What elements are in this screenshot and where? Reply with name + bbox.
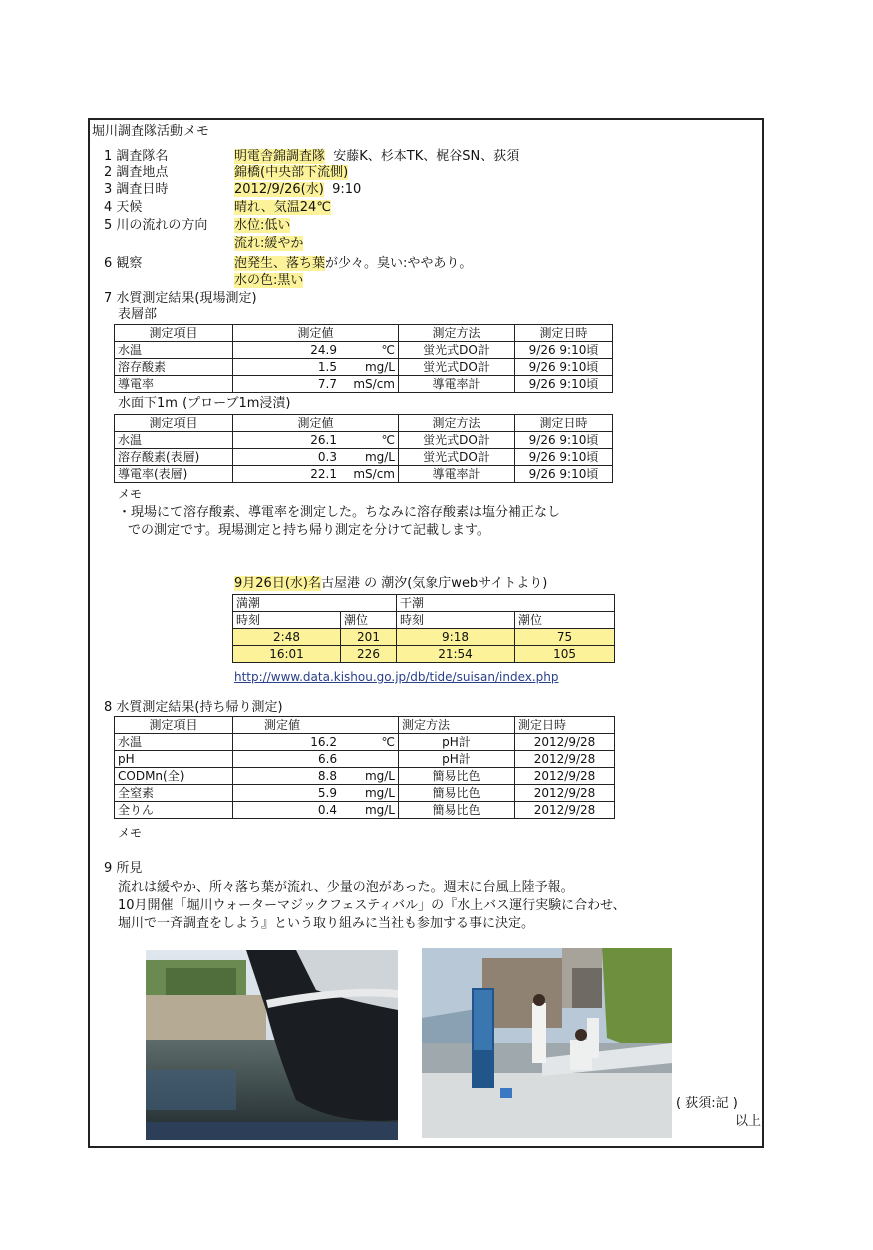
cell-method: 簡易比色: [399, 768, 515, 785]
cell-method: 蛍光式DO計: [399, 449, 515, 466]
header-cell: 測定項目: [115, 415, 233, 432]
cell-method: pH計: [399, 751, 515, 768]
cell-low-level: 75: [515, 629, 615, 646]
memo-label: メモ: [118, 487, 143, 501]
cell-item: 導電率(表層): [115, 466, 233, 483]
header-cell: 測定方法: [399, 415, 515, 432]
tide-table: [232, 594, 615, 663]
closing-mark: 以上: [735, 1114, 762, 1129]
header-cell: 測定項目: [115, 325, 233, 342]
item-value-2: 錦橋(中央部下流側): [234, 165, 349, 180]
cell-datetime: 9/26 9:10頃: [515, 359, 613, 376]
header-cell: 潮位: [341, 612, 397, 629]
table-row: [115, 751, 615, 768]
table-row: [115, 449, 613, 466]
cell-value: 8.8 mg/L: [233, 768, 399, 785]
cell-item: 全りん: [115, 802, 233, 819]
table-header-row: [115, 325, 613, 342]
item-label-3: 3 調査日時: [104, 182, 169, 197]
table-row: [115, 802, 615, 819]
cell-datetime: 9/26 9:10頃: [515, 449, 613, 466]
header-cell: 測定日時: [515, 717, 615, 734]
cell-item: pH: [115, 751, 233, 768]
cell-high-time: 16:01: [233, 646, 341, 663]
item-label-4: 4 天候: [104, 200, 143, 215]
cell-item: 水温: [115, 342, 233, 359]
lab-table: [114, 716, 615, 819]
cell-low-time: 21:54: [397, 646, 515, 663]
cell-method: 導電率計: [399, 376, 515, 393]
surface-label: 表層部: [118, 307, 158, 322]
document-title: 堀川調査隊活動メモ: [92, 124, 210, 139]
header-cell: 測定値: [233, 325, 399, 342]
tide-title: 9月26日(水)名古屋港 の 潮汐(気象庁webサイトより): [234, 576, 548, 591]
cell-item: 導電率: [115, 376, 233, 393]
cell-method: 導電率計: [399, 466, 515, 483]
header-cell: 潮位: [515, 612, 615, 629]
river-bridge-photo: [146, 950, 398, 1140]
cell-date: 2012/9/28: [515, 734, 615, 751]
item-value-6a: 泡発生、落ち葉が少々。臭い:ややあり。: [234, 256, 473, 271]
memo-line: ・現場にて溶存酸素、導電率を測定した。ちなみに溶存酸素は塩分補正なし: [118, 505, 561, 520]
item-label-6: 6 観察: [104, 256, 143, 271]
item-label-5: 5 川の流れの方向: [104, 218, 208, 233]
table-row: [233, 629, 615, 646]
cell-low-time: 9:18: [397, 629, 515, 646]
cell-datetime: 9/26 9:10頃: [515, 466, 613, 483]
memo-line: での測定です。現場測定と持ち帰り測定を分けて記載します。: [128, 523, 490, 538]
header-cell: 測定方法: [399, 325, 515, 342]
cell-item: 全窒素: [115, 785, 233, 802]
table-header-row: [115, 415, 613, 432]
cell-value: 24.9 ℃: [233, 342, 399, 359]
table-row: [115, 768, 615, 785]
cell-date: 2012/9/28: [515, 751, 615, 768]
high-tide-header: 満潮: [233, 595, 397, 612]
cell-item: 水温: [115, 734, 233, 751]
table-header-row: [233, 595, 615, 612]
cell-datetime: 9/26 9:10頃: [515, 432, 613, 449]
cell-value: 7.7 mS/cm: [233, 376, 399, 393]
item-value-5b: 流れ:緩やか: [234, 236, 304, 251]
table-row: [115, 342, 613, 359]
cell-method: 蛍光式DO計: [399, 432, 515, 449]
cell-method: pH計: [399, 734, 515, 751]
author-signature: ( 荻須:記 ): [676, 1096, 738, 1111]
cell-value: 22.1 mS/cm: [233, 466, 399, 483]
item-label-2: 2 調査地点: [104, 165, 169, 180]
cell-item: 溶存酸素(表層): [115, 449, 233, 466]
cell-item: 水温: [115, 432, 233, 449]
cell-value: 6.6: [233, 751, 399, 768]
table-row: [115, 376, 613, 393]
tide-source-link[interactable]: http://www.data.kishou.go.jp/db/tide/suisan/index.php: [234, 670, 559, 684]
cell-value: 0.4 mg/L: [233, 802, 399, 819]
cell-datetime: 9/26 9:10頃: [515, 342, 613, 359]
item-value-4: 晴れ、気温24℃: [234, 200, 331, 215]
cell-item: CODMn(全): [115, 768, 233, 785]
header-cell: 測定日時: [515, 325, 613, 342]
cell-value: 16.2 ℃: [233, 734, 399, 751]
table-row: [233, 646, 615, 663]
low-tide-header: 干潮: [397, 595, 615, 612]
cell-item: 溶存酸素: [115, 359, 233, 376]
header-cell: 時刻: [397, 612, 515, 629]
header-cell: 時刻: [233, 612, 341, 629]
cell-high-level: 201: [341, 629, 397, 646]
cell-high-level: 226: [341, 646, 397, 663]
memo-label: メモ: [118, 826, 143, 840]
item-label-1: 1 調査隊名: [104, 149, 169, 164]
surface-table: [114, 324, 613, 393]
cell-date: 2012/9/28: [515, 768, 615, 785]
cell-method: 簡易比色: [399, 785, 515, 802]
finding-line: 10月開催「堀川ウォーターマジックフェスティバル」の『水上バス運行実験に合わせ、: [118, 898, 626, 913]
cell-value: 1.5 mg/L: [233, 359, 399, 376]
finding-line: 堀川で一斉調査をしよう』という取り組みに当社も参加する事に決定。: [118, 916, 535, 931]
table-header-row: [233, 612, 615, 629]
section9-heading: 9 所見: [104, 861, 143, 876]
table-row: [115, 432, 613, 449]
cell-datetime: 9/26 9:10頃: [515, 376, 613, 393]
header-cell: 測定値: [233, 717, 399, 734]
header-cell: 測定値: [233, 415, 399, 432]
table-row: [115, 466, 613, 483]
section8-heading: 8 水質測定結果(持ち帰り測定): [104, 700, 283, 715]
finding-line: 流れは緩やか、所々落ち葉が流れ、少量の泡があった。週末に台風上陸予報。: [118, 880, 574, 895]
header-cell: 測定方法: [399, 717, 515, 734]
cell-high-time: 2:48: [233, 629, 341, 646]
cell-method: 簡易比色: [399, 802, 515, 819]
table-row: [115, 785, 615, 802]
cell-value: 5.9 mg/L: [233, 785, 399, 802]
table-row: [115, 359, 613, 376]
cell-method: 蛍光式DO計: [399, 342, 515, 359]
survey-team-photo: [422, 948, 672, 1138]
cell-date: 2012/9/28: [515, 802, 615, 819]
section7-heading: 7 水質測定結果(現場測定): [104, 291, 257, 306]
table-row: [115, 734, 615, 751]
cell-value: 26.1 ℃: [233, 432, 399, 449]
cell-low-level: 105: [515, 646, 615, 663]
deep-table: [114, 414, 613, 483]
header-cell: 測定日時: [515, 415, 613, 432]
cell-date: 2012/9/28: [515, 785, 615, 802]
item-value-5a: 水位:低い: [234, 218, 291, 233]
cell-value: 0.3 mg/L: [233, 449, 399, 466]
table-header-row: [115, 717, 615, 734]
cell-method: 蛍光式DO計: [399, 359, 515, 376]
header-cell: 測定項目: [115, 717, 233, 734]
item-value-3: 2012/9/26(水) 9:10: [234, 182, 362, 197]
deep-label: 水面下1m (プローブ1m浸漬): [118, 396, 291, 411]
item-value-1: 明電舎錦調査隊 安藤K、杉本TK、梶谷SN、荻須: [234, 149, 520, 164]
item-value-6b: 水の色:黒い: [234, 273, 304, 288]
